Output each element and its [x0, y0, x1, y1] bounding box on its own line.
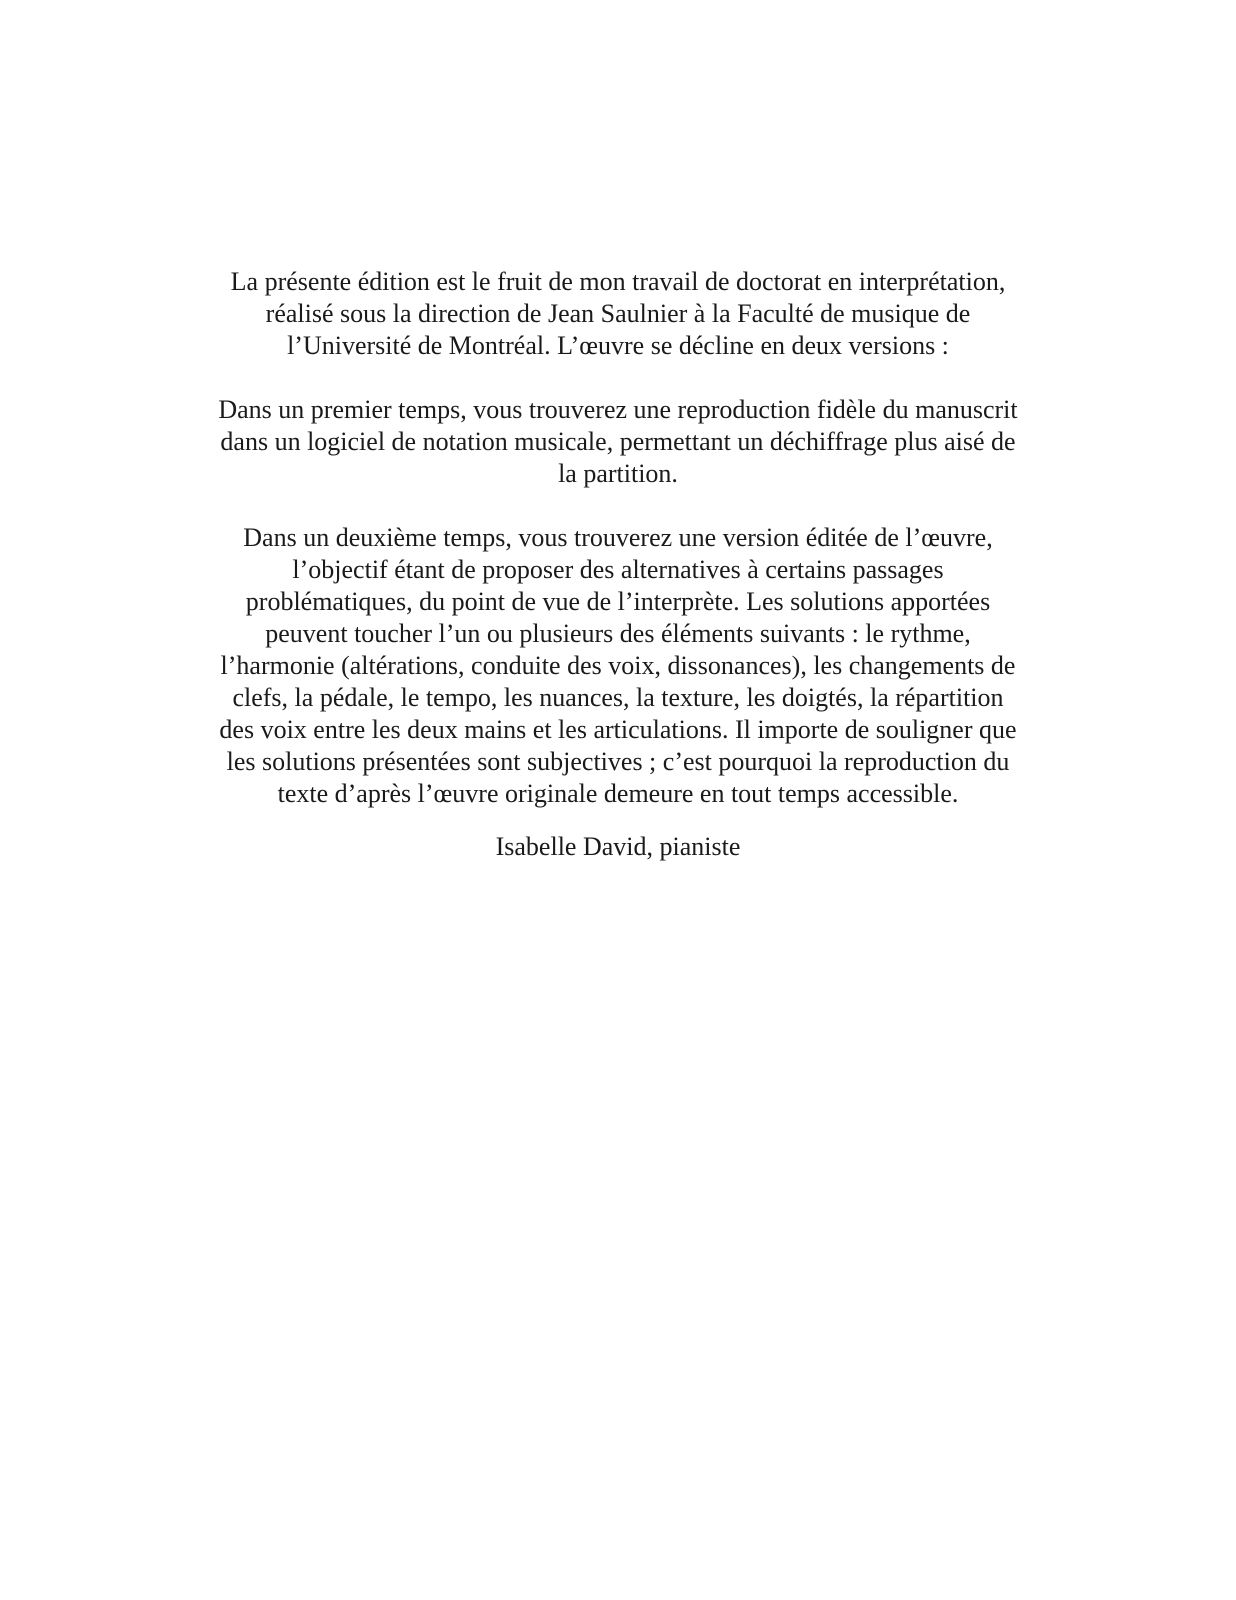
paragraph-spacer [160, 490, 1076, 522]
paragraph-second-version [160, 522, 1076, 810]
text-line: l’Université de Montréal. L’œuvre se décline en deux versions : [287, 331, 949, 360]
text-line: l’harmonie (altérations, conduite des voix, dissonances), les changements de [220, 651, 1016, 680]
text-line: problématiques, du point de vue de l’interprète. Les solutions apportées [245, 587, 991, 616]
paragraph-spacer [160, 810, 1076, 831]
text-line: Dans un deuxième temps, vous trouverez une version éditée de l’œuvre, [243, 523, 993, 552]
text-line: texte d’après l’œuvre originale demeure en tout temps accessible. [277, 779, 959, 808]
text-line: peuvent toucher l’un ou plusieurs des éléments suivants : le rythme, [265, 619, 971, 648]
author-signature [160, 831, 1076, 863]
text-line: clefs, la pédale, le tempo, les nuances, la texture, les doigtés, la répartition [232, 683, 1004, 712]
text-line: La présente édition est le fruit de mon travail de doctorat en interprétation, [230, 267, 1006, 296]
text-line: l’objectif étant de proposer des alternatives à certains passages [292, 555, 944, 584]
text-line: les solutions présentées sont subjectives ; c’est pourquoi la reproduction du [226, 747, 1010, 776]
text-line: réalisé sous la direction de Jean Saulnier à la Faculté de musique de [265, 299, 971, 328]
text-line: dans un logiciel de notation musicale, permettant un déchiffrage plus aisé de [220, 427, 1016, 456]
paragraph-spacer [160, 362, 1076, 394]
paragraph-intro [160, 266, 1076, 362]
text-line: la partition. [558, 459, 678, 488]
paragraph-first-version [160, 394, 1076, 490]
preface-text [160, 266, 1076, 863]
text-line: Dans un premier temps, vous trouverez une reproduction fidèle du manuscrit [218, 395, 1018, 424]
signature-text: Isabelle David, pianiste [495, 832, 741, 861]
text-line: des voix entre les deux mains et les articulations. Il importe de souligner que [219, 715, 1017, 744]
